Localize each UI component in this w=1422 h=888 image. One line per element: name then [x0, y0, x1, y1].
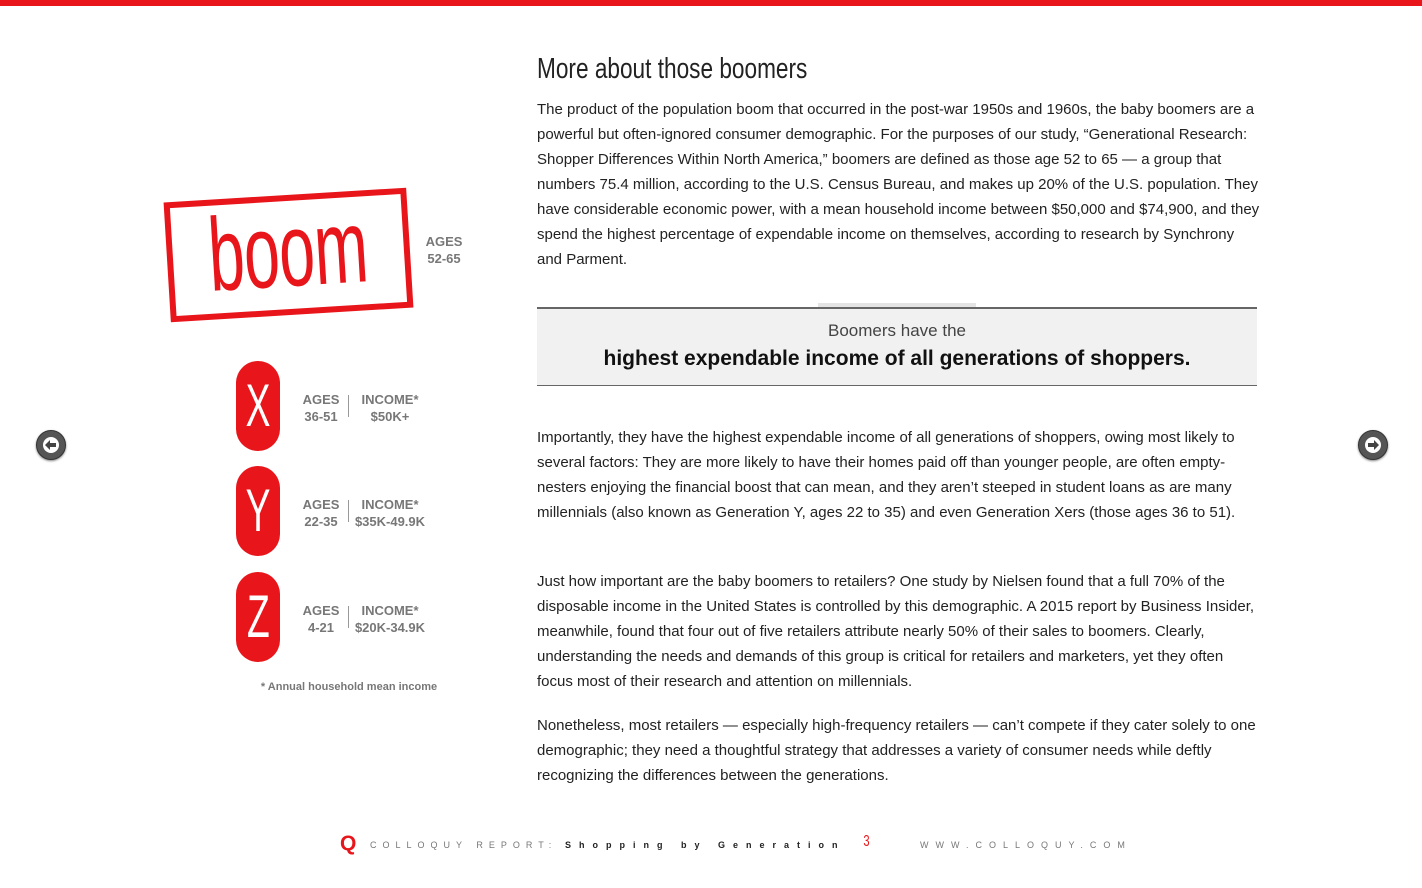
boom-stamp-word: boom [205, 188, 372, 314]
arrow-left-icon [41, 435, 61, 455]
generation-z-card [236, 572, 446, 664]
arrow-right-icon [1363, 435, 1383, 455]
generation-y-ages: AGES 22-35 [302, 497, 340, 529]
generation-y-income: INCOME* $35K-49.9K [354, 497, 426, 529]
article-intro-paragraph: The product of the population boom that occurred in the post-war 1950s and 1960s, the baby boomers are a powerful but often-ignored consumer demographic. For the purposes of our study, “Generational Research: Shopper Differences Within North America,” boomers are defined as those age 52 to 65 — a group that numbers 75.4 million, according to the U.S. Census Bureau, and makes up 20% of the U.S. population. They have considerable economic power, with a mean household income between $50,000 and $74,900, and they spend the highest percentage of expendable income on themselves, according to research by Synchrony and Parment. [537, 101, 1260, 268]
article-title: More about those boomers [537, 53, 808, 85]
generation-x-income: INCOME* $50K+ [361, 392, 419, 424]
boom-ages [424, 233, 464, 267]
pull-quote [537, 307, 1257, 386]
generation-z-income: INCOME* $20K-34.9K [354, 603, 426, 635]
previous-page-button[interactable] [36, 430, 66, 460]
generation-y-pill: Y [236, 466, 280, 556]
pull-quote-tab [818, 303, 976, 307]
page-number: 3 [863, 833, 870, 850]
pull-quote-line-2: highest expendable income of all generations of shoppers. [603, 347, 1191, 370]
generation-y-card [236, 466, 446, 558]
generation-z-pill: Z [236, 572, 280, 662]
top-accent-bar [0, 0, 1422, 6]
generation-z-ages: AGES 4-21 [302, 603, 340, 635]
page-footer [340, 832, 1140, 856]
boom-stamp [164, 188, 414, 323]
next-page-button[interactable] [1358, 430, 1388, 460]
article-paragraph-4: Nonetheless, most retailers — especially high-frequency retailers — can’t compete if they cater solely to one demographic; they need a thoughtful strategy that addresses a variety of consumer needs while deftly recognizing the differences between the generations. [537, 717, 1256, 784]
footer-url[interactable]: WWW.COLLOQUY.COM [920, 840, 1132, 850]
divider [348, 500, 349, 522]
boom-ages-label: AGES [425, 234, 463, 249]
pull-quote-line-1: Boomers have the [828, 321, 966, 340]
article-paragraph-3: Just how important are the baby boomers to retailers? One study by Nielsen found that a full 70% of the disposable income in the United States is controlled by this demographic. A 2015 report by Business Insider, meanwhile, found that four out of five retailers attribute nearly 50% of their sales to boomers. Clearly, understanding the needs and demands of this group is critical for retailers and marketers, yet they often focus most of their research and attention on millennials. [537, 573, 1255, 690]
footer-report-title: Shopping by Generation [565, 840, 846, 850]
colloquy-logo: Q [340, 832, 357, 855]
generation-x-pill: X [236, 361, 280, 451]
article-paragraph-2: Importantly, they have the highest expendable income of all generations of shoppers, owing most likely to several factors: They are more likely to have their homes paid off than younger people, are often empty-nesters enjoying the financial boost that can mean, and they aren’t steeped in student loans as are many millennials (also known as Generation Y, ages 22 to 35) and even Generation Xers (those ages 36 to 51). [537, 429, 1236, 521]
generation-x-card [236, 361, 446, 453]
income-footnote: * Annual household mean income [260, 681, 438, 693]
generation-x-ages: AGES 36-51 [302, 392, 340, 424]
divider [348, 606, 349, 628]
boom-ages-value: 52-65 [427, 251, 461, 266]
footer-report-label: COLLOQUY REPORT: [370, 840, 558, 850]
divider [348, 395, 349, 417]
